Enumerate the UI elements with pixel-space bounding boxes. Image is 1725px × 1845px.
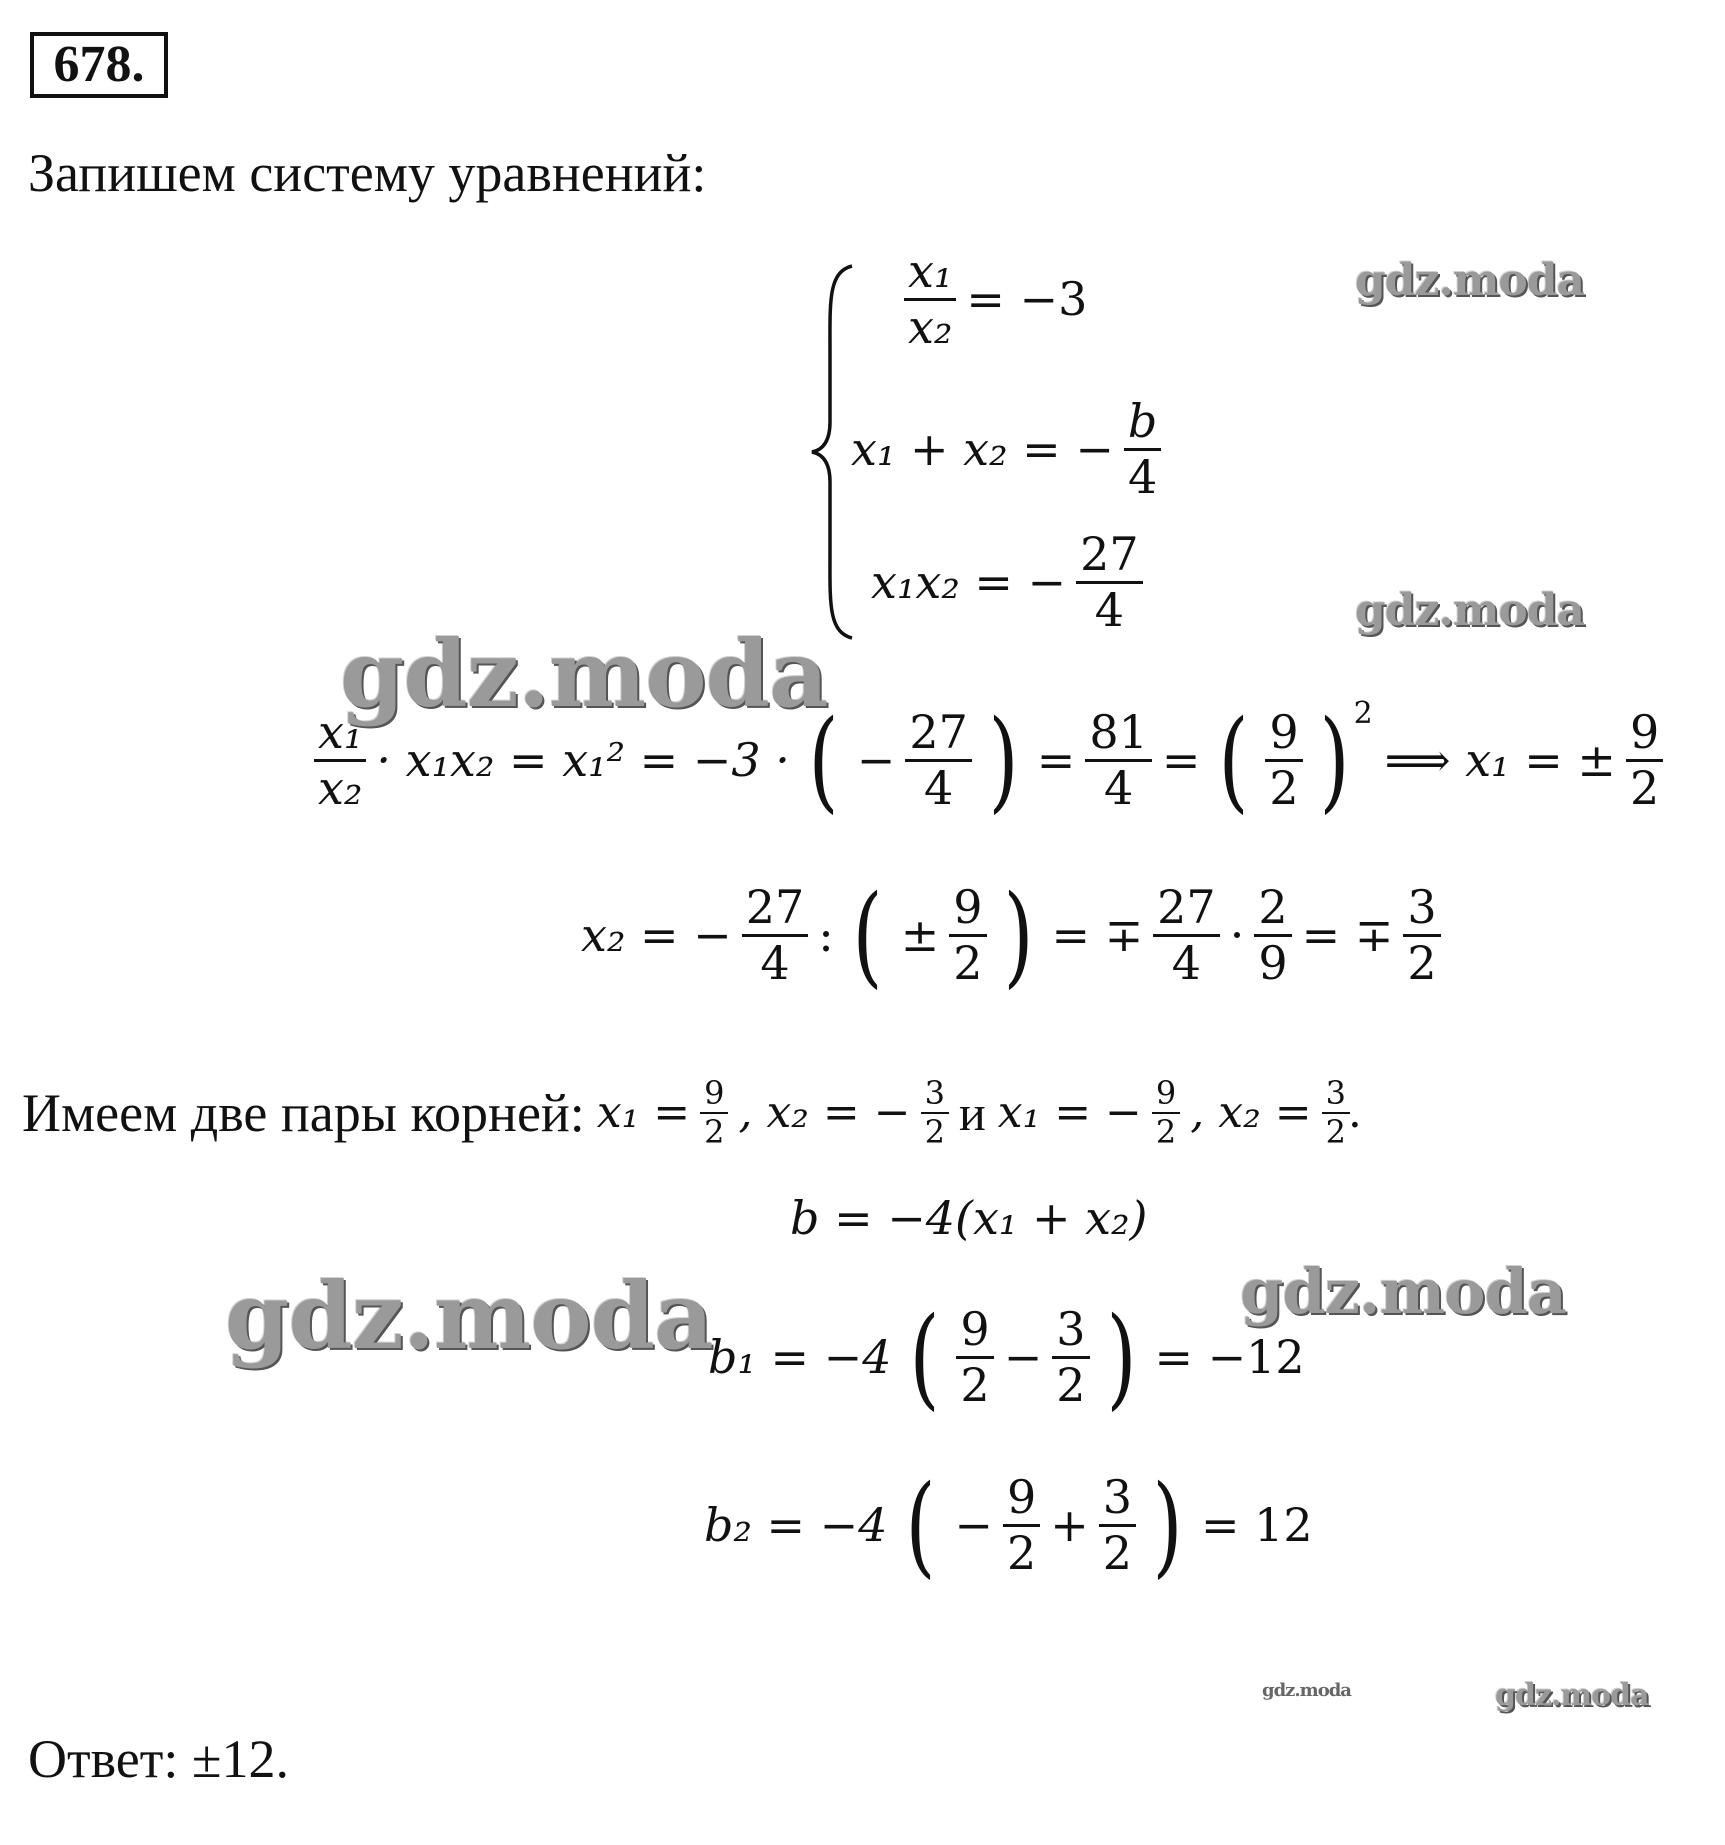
- step2-colon: :: [818, 908, 834, 962]
- left-paren: (: [1218, 696, 1249, 824]
- b1-op: −: [1003, 1330, 1043, 1384]
- right-paren: ): [1105, 1293, 1136, 1421]
- step1-x1-frac: [1626, 706, 1663, 815]
- step1-ratio-num: x₁: [318, 704, 363, 759]
- step1-r-num: 81: [1089, 704, 1148, 759]
- roots-and: и: [958, 1084, 986, 1141]
- eq1-num: x₁: [908, 244, 953, 298]
- root-r1-num: 9: [704, 1074, 725, 1112]
- step1-inner-num: 27: [909, 704, 968, 759]
- step1-inner-frac: [905, 706, 972, 815]
- right-paren: ): [1002, 871, 1033, 999]
- step1-sq-num: 9: [1269, 704, 1299, 759]
- b2-sign: −: [954, 1498, 993, 1552]
- b1-n1: 9: [960, 1301, 990, 1356]
- root-x1-b-frac: [1152, 1075, 1180, 1151]
- step2-c-num: 27: [1157, 879, 1216, 934]
- eq3-num: 27: [1080, 527, 1139, 581]
- root-x1-a: x₁ =: [596, 1086, 691, 1138]
- b1-frac2: [1052, 1303, 1089, 1412]
- step1-eq: =: [1036, 733, 1076, 787]
- intro-text: Запишем систему уравнений:: [28, 143, 707, 203]
- watermark: gdz.moda: [1355, 585, 1585, 636]
- b1-n2: 3: [1056, 1301, 1086, 1356]
- step2-mid: = ∓: [1051, 908, 1144, 962]
- root-x2-b-frac: [1322, 1075, 1350, 1151]
- step2-end: = ∓: [1301, 908, 1394, 962]
- b2-n1: 9: [1006, 1469, 1037, 1524]
- eq3-fraction: [1076, 528, 1143, 637]
- step2-b-frac: [949, 881, 986, 990]
- b-formula: b = −4(x₁ + x₂): [790, 1191, 1148, 1245]
- step1-res-num: 9: [1629, 704, 1660, 759]
- b2-frac2: [1099, 1471, 1136, 1580]
- step1-result-frac: [1085, 706, 1152, 815]
- roots-text: Имеем две пары корней:: [22, 1082, 585, 1143]
- step1-ratio-den: x₂: [318, 760, 363, 815]
- step2-e-den: 2: [1407, 935, 1437, 990]
- root-x1-b: x₁ = −: [997, 1086, 1142, 1138]
- b2-frac1: [1003, 1471, 1040, 1580]
- step1-exponent: 2: [1353, 696, 1373, 731]
- root-r1-den: 2: [704, 1112, 725, 1151]
- left-paren: (: [909, 1293, 940, 1421]
- right-paren: ): [1152, 1461, 1183, 1589]
- watermark: gdz.moda: [225, 1262, 713, 1370]
- b1-lhs: b₁ = −4: [708, 1330, 892, 1384]
- step2-e-num: 3: [1407, 879, 1437, 934]
- step2-a-frac: [742, 881, 809, 990]
- eq2-fraction: [1124, 395, 1161, 504]
- eq1-fraction: [904, 245, 956, 354]
- step2-pm: ±: [900, 908, 940, 962]
- step2-d-frac: [1254, 881, 1291, 990]
- b1-frac1: [956, 1303, 993, 1412]
- root-r4-num: 3: [1325, 1074, 1346, 1112]
- system-eq1: [900, 245, 1093, 354]
- watermark: gdz.moda: [340, 620, 828, 728]
- b2-lhs: b₂ = −4: [704, 1498, 888, 1552]
- step1-r-den: 4: [1103, 760, 1134, 815]
- step2-d-num: 2: [1258, 879, 1288, 934]
- step2-dot: ·: [1229, 908, 1245, 962]
- eq1-den: x₂: [908, 299, 953, 354]
- eq1-rhs: = −3: [966, 272, 1088, 327]
- step1-sq-den: 2: [1269, 760, 1299, 815]
- left-paren: (: [808, 696, 839, 824]
- root-x1-a-frac: [700, 1075, 728, 1151]
- right-paren: ): [988, 696, 1019, 824]
- eq2-den: 4: [1127, 449, 1158, 504]
- step2-c-den: 4: [1171, 935, 1202, 990]
- root-r3-num: 9: [1155, 1074, 1177, 1112]
- step1-res-den: 2: [1629, 760, 1660, 815]
- step1-square-frac: [1265, 706, 1302, 815]
- step2-e-frac: [1403, 881, 1440, 990]
- b2-op: +: [1050, 1498, 1089, 1552]
- step1-inner-sign: −: [856, 733, 896, 787]
- b2-rhs: = 12: [1200, 1498, 1313, 1552]
- step1-part-a: · x₁x₂ = x₁² = −3 ·: [376, 733, 790, 787]
- b1-equation: [702, 1293, 1311, 1421]
- step2-d-den: 9: [1258, 935, 1288, 990]
- eq2-lhs: x₁ + x₂ = −: [851, 422, 1114, 477]
- root-r2-den: 2: [924, 1112, 945, 1151]
- root-r3-den: 2: [1155, 1112, 1177, 1151]
- left-paren: (: [852, 871, 883, 999]
- b2-d1: 2: [1006, 1525, 1037, 1580]
- step2-b-den: 2: [953, 935, 983, 990]
- root-r2-num: 3: [924, 1074, 945, 1112]
- watermark: gdz.moda: [1240, 1255, 1566, 1328]
- eq3-den: 4: [1094, 582, 1125, 637]
- root-r4-den: 2: [1325, 1112, 1346, 1151]
- left-paren: (: [905, 1461, 936, 1589]
- b1-d1: 2: [960, 1357, 990, 1412]
- roots-dot: .: [1347, 1086, 1362, 1138]
- watermark: gdz.moda: [1495, 1678, 1649, 1713]
- b2-equation: [698, 1461, 1319, 1589]
- step2-c-frac: [1153, 881, 1220, 990]
- step1-implies: ⟹ x₁ = ±: [1384, 733, 1616, 787]
- watermark: gdz.moda: [1355, 255, 1585, 306]
- root-x2-b: , x₂ =: [1190, 1086, 1312, 1138]
- step1-eq2: =: [1161, 733, 1201, 787]
- eq3-lhs: x₁x₂ = −: [871, 555, 1067, 610]
- root-x2-a: , x₂ = −: [738, 1086, 911, 1138]
- step2-lhs: x₂ = −: [581, 908, 732, 962]
- system-eq2: [845, 395, 1165, 504]
- eq2-num: b: [1127, 394, 1158, 448]
- b2-n2: 3: [1102, 1469, 1133, 1524]
- b2-d2: 2: [1102, 1525, 1133, 1580]
- roots-line: [22, 1075, 1368, 1151]
- b1-rhs: = −12: [1154, 1330, 1305, 1384]
- step2-a-den: 4: [760, 935, 790, 990]
- step2-equation: [575, 871, 1445, 999]
- right-paren: ): [1319, 696, 1350, 824]
- watermark: gdz.moda: [1262, 1680, 1351, 1701]
- b1-d2: 2: [1056, 1357, 1086, 1412]
- step2-b-num: 9: [953, 879, 983, 934]
- root-x2-a-frac: [921, 1075, 949, 1151]
- answer: Ответ: ±12.: [28, 1729, 289, 1789]
- step2-a-num: 27: [745, 879, 805, 934]
- step1-inner-den: 4: [923, 760, 954, 815]
- problem-number: 678.: [30, 32, 168, 98]
- system-eq3: [865, 528, 1147, 637]
